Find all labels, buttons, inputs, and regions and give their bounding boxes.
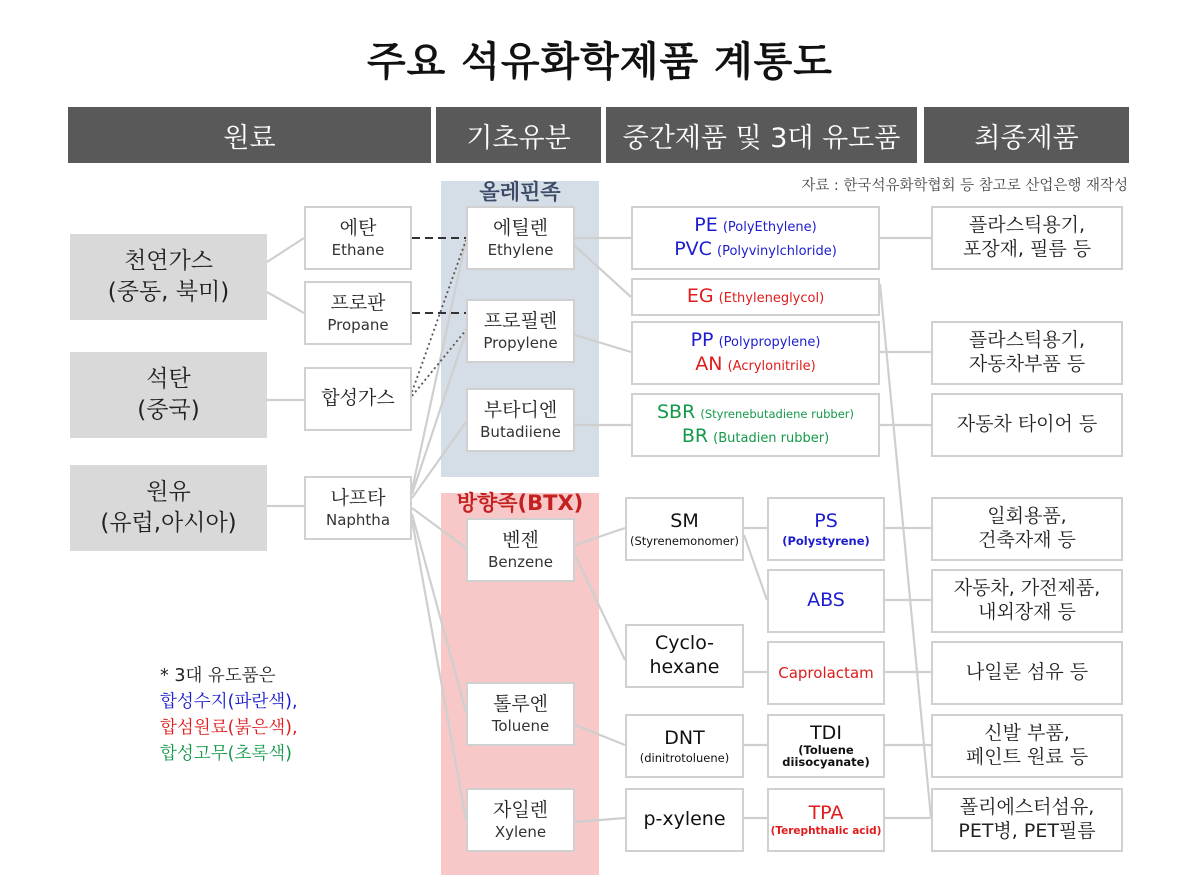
feed-propane-en: Propane (327, 315, 389, 334)
feed-naphtha-ko: 나프타 (330, 486, 386, 509)
abs-code: ABS (807, 589, 845, 612)
basic-ethylene (466, 206, 575, 270)
dnt-code: DNT (664, 726, 705, 749)
final-8-line1: 폴리에스터섬유, (959, 796, 1095, 819)
tdi-name-2: diisocyanate) (782, 755, 870, 770)
raw-natural-gas-label: 천연가스 (124, 247, 213, 274)
basic-benzene-ko: 벤젠 (502, 528, 539, 551)
deriv-caprolactam (767, 641, 885, 705)
ps-code: PS (814, 509, 838, 532)
feed-ethane-en: Ethane (331, 240, 385, 259)
final-2-line2: 자동차부품 등 (968, 353, 1086, 375)
final-7-line2: 페인트 원료 등 (965, 746, 1089, 768)
eg-name: (Ethyleneglycol) (718, 291, 825, 307)
raw-crude-oil-label: 원유 (146, 478, 191, 505)
feed-propane (304, 281, 412, 345)
final-2-line1: 플라스틱용기, (968, 329, 1086, 352)
deriv-abs (767, 569, 885, 633)
header-final-product: 최종제품 (924, 107, 1129, 163)
tpa-name: (Terephthalic acid) (770, 825, 882, 838)
final-nylon (931, 641, 1123, 705)
source-note: 자료 : 한국석유화학협회 등 참고로 산업은행 재작성 (801, 178, 1128, 194)
final-1-line1: 플라스틱용기, (968, 214, 1086, 237)
cyclo-line2: hexane (649, 656, 720, 678)
tdi-code: TDI (810, 721, 842, 744)
inter-cyclohexane (625, 624, 744, 688)
dnt-name: (dinitrotoluene) (639, 750, 730, 765)
basic-xylene (466, 788, 575, 852)
final-shoes-paint (931, 714, 1123, 778)
final-polyester (931, 788, 1123, 852)
pvc-code: PVC (674, 238, 712, 260)
final-7-line1: 신발 부품, (984, 722, 1070, 745)
final-8-line2: PET병, PET필름 (958, 820, 1096, 842)
footnote-line1: * 3대 유도품은 (160, 666, 276, 686)
raw-crude-oil-region: (유럽,아시아) (100, 510, 237, 536)
feed-syngas (304, 367, 412, 431)
basic-butadiene (466, 388, 575, 452)
final-1-line2: 포장재, 필름 등 (962, 238, 1092, 260)
basic-propylene-ko: 프로필렌 (483, 309, 558, 332)
basic-propylene-en: Propylene (483, 333, 558, 352)
header-basic-fraction: 기초유분 (436, 107, 601, 163)
deriv-tpa (767, 788, 885, 852)
basic-toluene-ko: 톨루엔 (492, 692, 549, 715)
inter-dnt (625, 714, 744, 778)
final-5-line2: 내외장재 등 (978, 601, 1076, 623)
basic-benzene-en: Benzene (488, 552, 553, 571)
tpa-code: TPA (808, 801, 844, 824)
feed-naphtha-en: Naphtha (325, 510, 391, 529)
page-title: 주요 석유화학제품 계통도 (367, 39, 833, 85)
feed-ethane (304, 206, 412, 270)
br-name: (Butadien rubber) (713, 431, 830, 446)
raw-coal-label: 석탄 (146, 365, 191, 392)
header-raw-material: 원료 (68, 107, 431, 163)
final-4-line1: 일회용품, (987, 505, 1067, 528)
final-appliance (931, 569, 1123, 633)
inter-pp-an (631, 321, 880, 385)
inter-pe-pvc (631, 206, 880, 270)
sbr-code: SBR (656, 401, 696, 424)
raw-crude-oil (70, 465, 267, 551)
an-code: AN (695, 353, 723, 375)
final-tire (931, 393, 1123, 457)
sm-code: SM (670, 509, 699, 532)
tdi-name-1: (Toluene (798, 742, 854, 757)
caprolactam-label: Caprolactam (778, 663, 874, 682)
feed-syngas-ko: 합성가스 (321, 387, 395, 410)
basic-toluene (466, 682, 575, 746)
cyclo-line1: Cyclo- (654, 632, 715, 655)
deriv-tdi (767, 714, 885, 778)
raw-coal-region: (중국) (137, 397, 200, 423)
footnote-fiber: 합섬원료(붉은색), (160, 717, 298, 738)
footnote-resin: 합성수지(파란색), (160, 691, 298, 712)
basic-benzene (466, 518, 575, 582)
inter-pxylene (625, 788, 744, 852)
sm-name: (Styrenemonomer) (629, 533, 740, 548)
aromatic-label: 방향족(BTX) (456, 491, 584, 515)
eg-code: EG (686, 285, 714, 308)
pp-code: PP (690, 329, 714, 352)
pxylene-label: p-xylene (643, 808, 726, 831)
feed-ethane-ko: 에탄 (339, 216, 377, 239)
footnote (160, 664, 298, 768)
basic-ethylene-en: Ethylene (487, 240, 554, 259)
sbr-name: (Styrenebutadiene rubber) (700, 407, 855, 422)
inter-eg (631, 278, 880, 316)
pe-name: (PolyEthylene) (722, 220, 817, 236)
ps-name: (Polystyrene) (782, 533, 870, 548)
olefin-label: 올레핀족 (479, 180, 561, 204)
feed-propane-ko: 프로판 (330, 291, 386, 314)
header-intermediate: 중간제품 및 3대 유도품 (606, 107, 917, 163)
final-4-line2: 건축자재 등 (978, 529, 1076, 551)
basic-propylene (466, 299, 575, 363)
inter-sbr-br (631, 393, 880, 457)
final-plastic-packaging (931, 206, 1123, 270)
basic-xylene-ko: 자일렌 (492, 798, 549, 821)
final-plastic-auto (931, 321, 1123, 385)
basic-butadiene-en: Butadiiene (480, 422, 561, 441)
basic-butadiene-ko: 부타디엔 (483, 398, 558, 421)
pe-code: PE (694, 214, 718, 237)
final-3-line1: 자동차 타이어 등 (956, 413, 1098, 436)
deriv-ps (767, 497, 885, 561)
footnote-rubber: 합성고무(초록색) (160, 743, 292, 764)
final-5-line1: 자동차, 가전제품, (953, 577, 1101, 600)
an-name: (Acrylonitrile) (727, 359, 816, 374)
basic-ethylene-ko: 에틸렌 (492, 216, 549, 239)
raw-natural-gas (70, 234, 267, 320)
basic-toluene-en: Toluene (491, 716, 550, 735)
pp-name: (Polypropylene) (718, 335, 821, 351)
pvc-name: (Polyvinylchloride) (717, 244, 837, 259)
raw-coal (70, 352, 267, 438)
raw-natural-gas-region: (중동, 북미) (107, 279, 230, 305)
final-disposable (931, 497, 1123, 561)
br-code: BR (681, 425, 709, 447)
basic-xylene-en: Xylene (494, 822, 547, 841)
inter-sm (625, 497, 744, 561)
feed-naphtha (304, 476, 412, 540)
final-6-line1: 나일론 섬유 등 (965, 661, 1089, 684)
